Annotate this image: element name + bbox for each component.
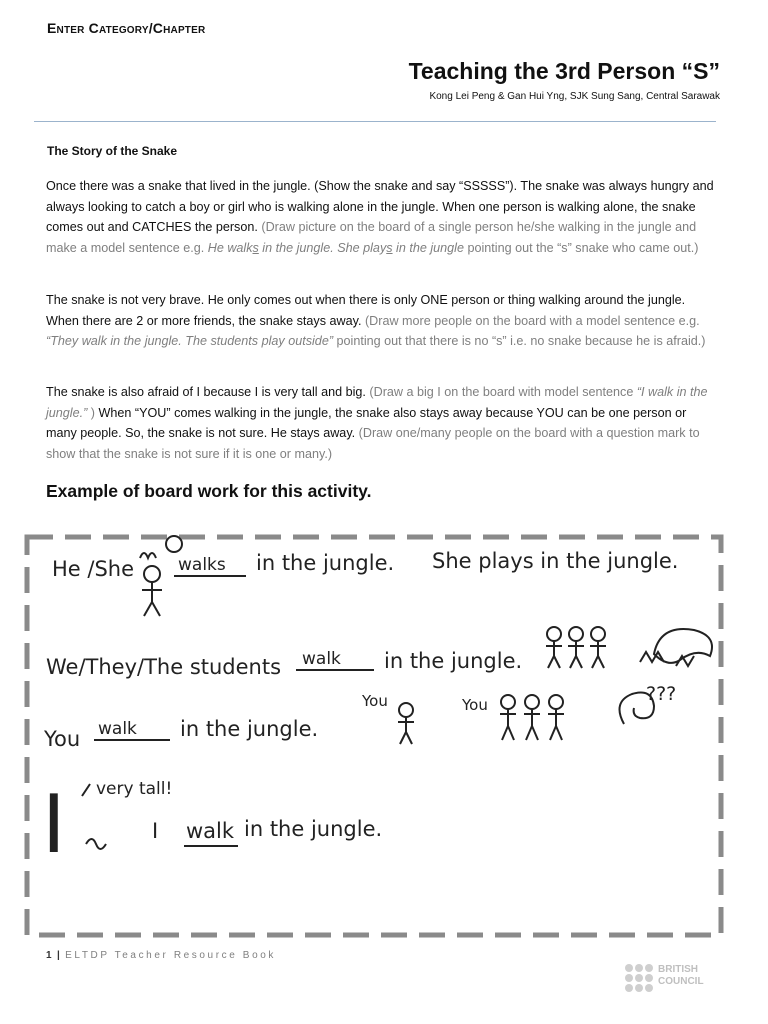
board-line2-verb: walk [302, 649, 341, 669]
p3-text: The snake is also afraid of I because I is very tall and big. [46, 385, 366, 399]
p1-example [204, 241, 464, 255]
story-paragraph-1 [46, 176, 718, 258]
p1-ex-s: s [252, 240, 259, 255]
board-very-tall: very tall! [96, 779, 173, 799]
story-paragraph-2 [46, 290, 718, 352]
p2-instruction-end: pointing out that there is no “s” i.e. no snake because he is afraid.) [333, 334, 706, 349]
logo-dots [625, 964, 653, 992]
board-line4-verb: walk [186, 819, 235, 843]
board-you-label-1: You [362, 692, 388, 710]
p3-instruction: (Draw a big I on the board with model sentence [365, 385, 634, 399]
board-line3-rest: in the jungle. [180, 717, 319, 741]
board-line2-rest: in the jungle. [384, 649, 523, 673]
footer-separator: | [56, 950, 60, 961]
board-line1-rest: in the jungle. [256, 551, 395, 575]
category-chapter: Enter Category/Chapter [47, 20, 206, 36]
footer-book-title: ELTDP Teacher Resource Book [65, 950, 276, 961]
authors-line: Kong Lei Peng & Gan Hui Yng, SJK Sung Sang, Central Sarawak [429, 91, 720, 102]
board-line4-subject: I [152, 819, 159, 843]
board-line1-verb: walks [178, 555, 226, 575]
board-line3-subject: You [44, 727, 81, 751]
p1-text: Once there was a snake that lived in the jungle. (Show the snake and say “SSSSS”). The snake was always hungry and always looking to catch a boy or girl who is walking alone in the jungle. When one person is walking alone, the snake comes out and CATCHES the person. [46, 179, 714, 235]
p1-ex-s2: s [386, 240, 393, 255]
p3-example: “I walk in the jungle.” [46, 385, 708, 420]
board-line4-rest: in the jungle. [244, 817, 383, 841]
p3-instruction-close: ) [87, 405, 96, 420]
p1-instruction: (Draw picture on the board of a single person he/she walking in the jungle and make a model sentence e.g. [46, 220, 697, 255]
p1-ex-2: in the jungle. She play [258, 240, 387, 255]
board-line1-subject: He /She [52, 557, 135, 581]
p1-ex-3: in the jungle [392, 240, 464, 255]
logo-text-1: BRITISH [658, 964, 698, 975]
p3-instruction-2: (Draw one/many people on the board with a question mark to show that the snake is not sure if it is one or many.) [46, 426, 700, 461]
p1-ex-1: He walk [204, 240, 253, 255]
header-divider [34, 121, 716, 122]
board-line2-subject: We/They/The students [46, 655, 282, 679]
page-title: Teaching the 3rd Person “S” [408, 58, 720, 84]
story-paragraph-3 [46, 382, 718, 464]
p1-instruction-end: pointing out the “s” snake who came out.) [463, 240, 699, 255]
page-footer [46, 950, 276, 961]
logo-text-2: COUNCIL [658, 976, 704, 987]
p2-example: “They walk in the jungle. The students play outside” [46, 334, 334, 349]
p2-text: The snake is not very brave. He only comes out when there is only ONE person or thing walking around the jungle. When there are 2 or more friends, the snake stays away. [46, 293, 686, 328]
board-big-i: I [42, 778, 66, 871]
board-line3-verb: walk [98, 719, 137, 739]
p2-instruction: (Draw more people on the board with a model sentence e.g. [361, 313, 700, 328]
example-heading: Example of board work for this activity. [46, 481, 372, 501]
page-number: 1 [46, 950, 52, 961]
p3-text-2: When “YOU” comes walking in the jungle, the snake also stays away because YOU can be one person or many people. So, the snake is not sure. He stays away. [46, 405, 687, 441]
story-heading: The Story of the Snake [47, 144, 178, 158]
board-question-marks: ??? [646, 683, 677, 705]
board-you-label-2: You [462, 696, 488, 714]
board-work-image [24, 534, 724, 938]
british-council-wordmark [658, 964, 704, 988]
board-line1-b: She plays in the jungle. [432, 549, 679, 573]
